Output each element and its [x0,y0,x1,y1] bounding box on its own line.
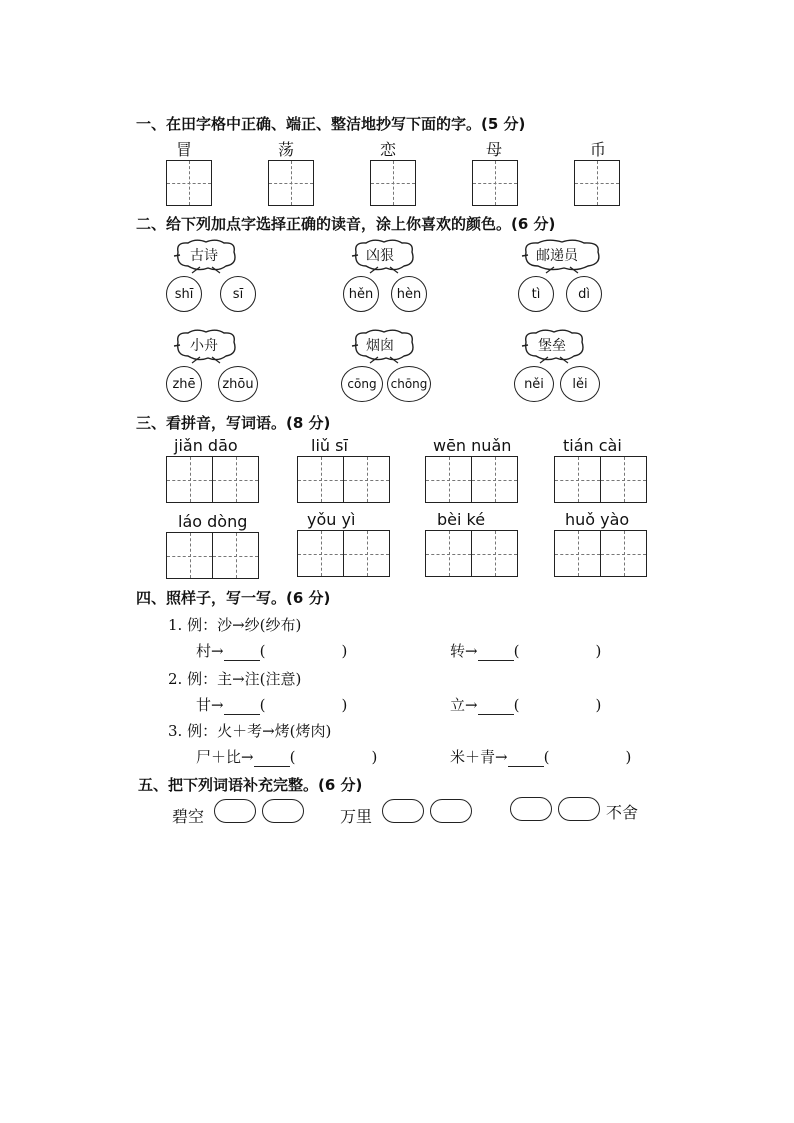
paren-open: ( [259,696,266,714]
example-2: 2. 例：主→注(注意) [168,670,302,688]
cloud-blank-1b[interactable] [262,799,304,823]
question-3a-label: 尸＋比→ [196,748,254,766]
option-4b[interactable]: zhōu [218,366,258,402]
option-1b[interactable]: sī [220,276,256,312]
answer-blank-2a[interactable] [224,700,260,715]
char-label-4: 母 [485,140,502,159]
question-3a [196,746,377,767]
char-label-5: 币 [589,140,606,159]
question-2a [196,694,347,715]
char-label-1: 冒 [175,140,192,159]
section2-heading: 二、给下列加点字选择正确的读音，涂上你喜欢的颜色。(6 分) [136,215,556,233]
paren-close: ) [371,748,378,766]
option-3b[interactable]: dì [566,276,602,312]
option-3a[interactable]: tì [518,276,554,312]
question-1a-label: 村→ [196,642,224,660]
answer-blank-1b[interactable] [478,646,514,661]
word-grid-4a[interactable] [554,456,601,503]
option-1a[interactable]: shī [166,276,202,312]
paren-close: ) [595,696,602,714]
cloud-blank-1a[interactable] [214,799,256,823]
option-5b[interactable]: chōng [387,366,431,402]
tian-grid-3[interactable] [370,160,416,206]
word-grid-2a[interactable] [297,456,344,503]
pinyin-5: láo dòng [178,512,248,531]
paren-close: ) [595,642,602,660]
pinyin-8: huǒ yào [565,510,630,529]
word-grid-1b[interactable] [212,456,259,503]
option-2b[interactable]: hèn [391,276,427,312]
question-2b-label: 立→ [450,696,478,714]
example-1: 1. 例：沙→纱(纱布) [168,616,302,634]
option-6b[interactable]: lěi [560,366,600,402]
word-grid-6a[interactable] [297,530,344,577]
option-6a[interactable]: něi [514,366,554,402]
answer-blank-1a[interactable] [224,646,260,661]
option-4a[interactable]: zhē [166,366,202,402]
pinyin-1: jiǎn dāo [174,436,238,455]
cloud-blank-3b[interactable] [558,797,600,821]
cloud-blank-2a[interactable] [382,799,424,823]
tian-grid-5[interactable] [574,160,620,206]
option-5a[interactable]: cōng [341,366,383,402]
word-grid-7a[interactable] [425,530,472,577]
word-grid-3a[interactable] [425,456,472,503]
word-grid-5b[interactable] [212,532,259,579]
char-label-2: 荡 [277,140,294,159]
paren-close: ) [625,748,632,766]
paren-open: ( [289,748,296,766]
word-grid-4b[interactable] [600,456,647,503]
word-grid-5a[interactable] [166,532,213,579]
phrase-3-suffix: 不舍 [606,803,639,822]
word-grid-8b[interactable] [600,530,647,577]
word-5: 烟囱 [366,338,394,354]
question-1b-label: 转→ [450,642,478,660]
example-3: 3. 例：火＋考→烤(烤肉) [168,722,332,740]
phrase-1-prefix: 碧空 [172,807,205,826]
phrase-2-prefix: 万里 [340,807,373,826]
word-grid-8a[interactable] [554,530,601,577]
section1-heading: 一、在田字格中正确、端正、整洁地抄写下面的字。(5 分) [136,115,526,133]
question-2a-label: 甘→ [196,696,224,714]
question-1b [450,640,601,661]
answer-blank-3b[interactable] [508,752,544,767]
pinyin-3: wēn nuǎn [433,436,512,455]
cloud-blank-3a[interactable] [510,797,552,821]
tian-grid-1[interactable] [166,160,212,206]
word-6: 堡垒 [538,338,566,354]
pinyin-7: bèi ké [437,510,486,529]
word-grid-7b[interactable] [471,530,518,577]
section4-heading: 四、照样子，写一写。(6 分) [136,589,331,607]
paren-open: ( [259,642,266,660]
question-3b-label: 米＋青→ [450,748,508,766]
pinyin-2: liǔ sī [311,436,348,455]
word-grid-3b[interactable] [471,456,518,503]
word-4: 小舟 [190,338,218,354]
section3-heading: 三、看拼音，写词语。(8 分) [136,414,331,432]
answer-blank-2b[interactable] [478,700,514,715]
word-grid-1a[interactable] [166,456,213,503]
pinyin-6: yǒu yì [307,510,356,529]
word-1: 古诗 [190,248,218,264]
paren-open: ( [513,696,520,714]
paren-open: ( [513,642,520,660]
pinyin-4: tián cài [563,436,622,455]
paren-close: ) [341,696,348,714]
question-2b [450,694,601,715]
word-grid-2b[interactable] [343,456,390,503]
section5-heading: 五、把下列词语补充完整。(6 分) [138,776,363,794]
tian-grid-2[interactable] [268,160,314,206]
char-label-3: 恋 [379,140,396,159]
cloud-blank-2b[interactable] [430,799,472,823]
paren-open: ( [543,748,550,766]
answer-blank-3a[interactable] [254,752,290,767]
option-2a[interactable]: hěn [343,276,379,312]
word-2: 凶狠 [366,248,394,264]
question-3b [450,746,631,767]
word-3: 邮递员 [536,248,578,264]
word-grid-6b[interactable] [343,530,390,577]
paren-close: ) [341,642,348,660]
tian-grid-4[interactable] [472,160,518,206]
question-1a [196,640,347,661]
